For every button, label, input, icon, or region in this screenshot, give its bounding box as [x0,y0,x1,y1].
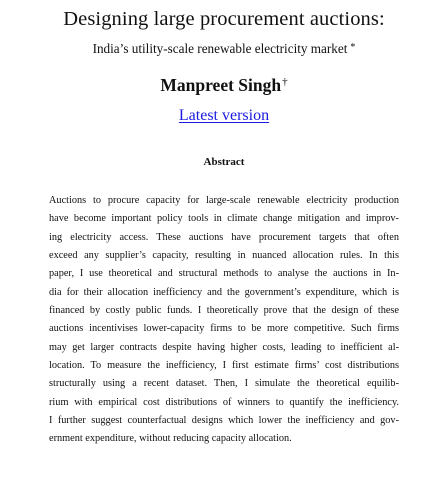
abstract-heading: Abstract [203,156,245,168]
abstract-line: rium with empirical cost distributions of winners to quantify the inefficiency. [49,396,399,408]
abstract-line: location. To measure the inefficiency, I first estimate firms’ cost distributions [49,360,399,372]
subtitle-footnote-mark[interactable]: * [350,42,356,53]
abstract-line: Auctions to procure capacity for large-scale renewable electricity production [49,195,399,206]
paper-subtitle-text: India’s utility-scale renewable electricity market [92,41,348,56]
abstract-line: auctions incentivises lower-capacity firms to be more competitive. Such firms [49,323,399,335]
abstract-line: structurally using a recent dataset. Then, I simulate the theoretical equilib- [49,378,399,390]
abstract-line: ernment expenditure, without reducing capacity allocation. [49,433,292,445]
author-name-text: Manpreet Singh [160,75,282,95]
author-name [0,71,448,96]
abstract-line: ing electricity access. These auctions have procurement targets that often [49,231,399,243]
author-footnote-mark[interactable]: † [282,76,288,88]
paper-title [0,6,448,32]
abstract-line: exceed any supplier’s capacity, resulting in nuanced allocation rules. In this [49,250,399,262]
abstract-line: may get larger contracts despite having higher costs, leading to inefficient al- [49,341,399,353]
abstract-line: have become important policy tools in climate change mitigation and improv- [49,213,399,225]
paper-title-text: Designing large procurement auctions: [63,8,385,30]
abstract-line: paper, I use theoretical and structural methods to analyse the auctions in In- [49,268,399,280]
abstract-line: financed by costly public funds. I theoretically prove that the design of these [49,305,399,317]
abstract-line: I further suggest counterfactual designs which lower the inefficiency and gov- [49,415,399,427]
abstract-body [49,192,399,449]
abstract-line: dia for their allocation inefficiency and the government’s expenditure, which is [49,286,399,298]
paper-subtitle [0,40,448,57]
latest-version-link-container [0,106,448,126]
latest-version-link[interactable]: Latest version [178,107,270,124]
